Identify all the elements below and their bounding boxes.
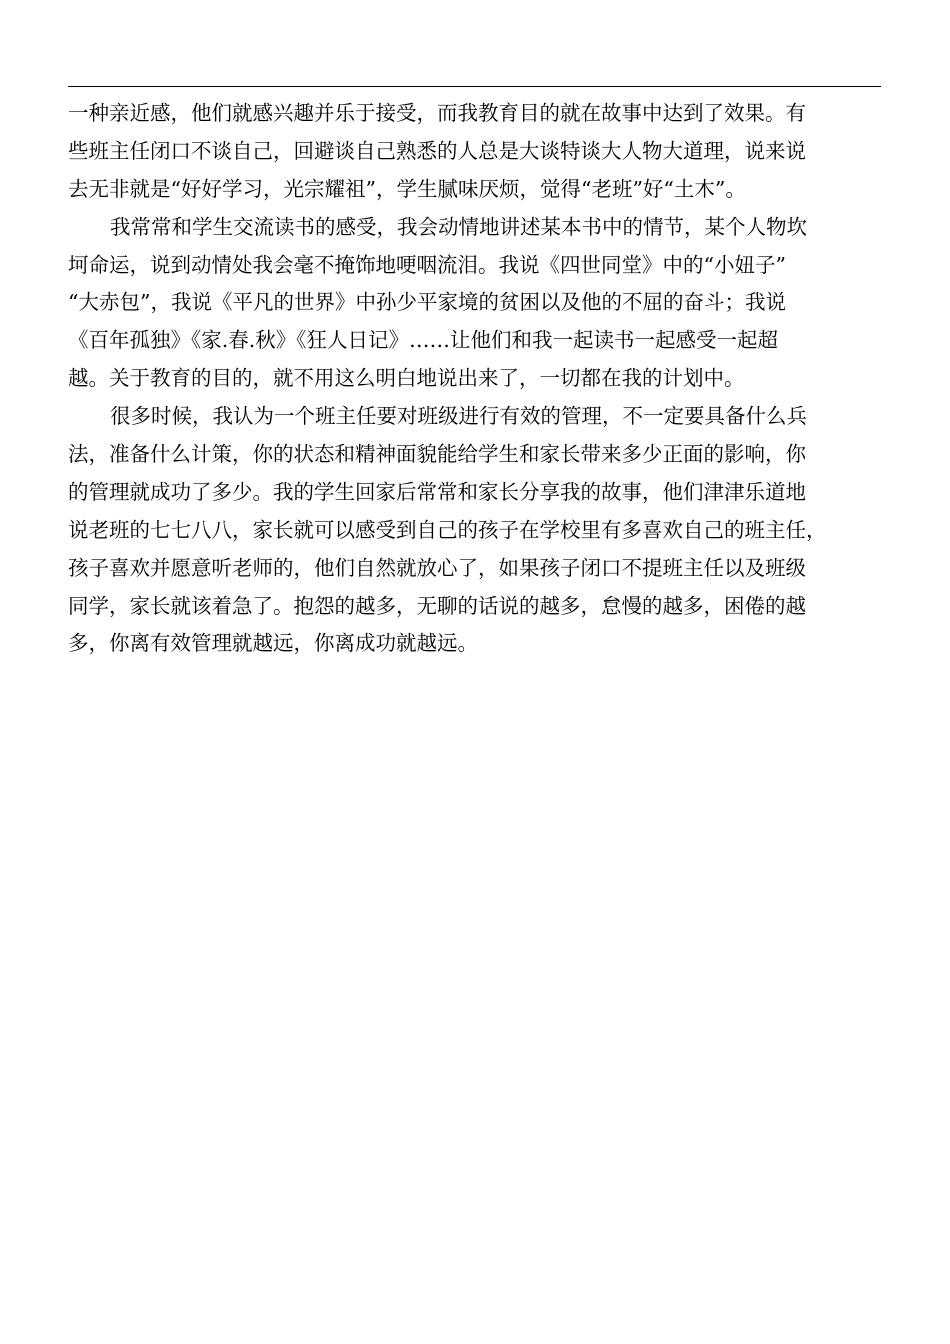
document-body: [68, 95, 898, 663]
text-line: 些班主任闭口不谈自己，回避谈自己熟悉的人总是大谈特谈大人物大道理，说来说: [68, 138, 806, 163]
text-line: 坷命运，说到动情处我会毫不掩饰地哽咽流泪。我说《四世同堂》中的“小妞子”: [68, 252, 786, 277]
text-line: 同学，家长就该着急了。抱怨的越多，无聊的话说的越多，怠慢的越多，困倦的越: [68, 593, 806, 618]
text-line: 多，你离有效管理就越远，你离成功就越远。: [68, 631, 478, 656]
text-line: 法，准备什么计策，你的状态和精神面貌能给学生和家长带来多少正面的影响，你: [68, 442, 806, 467]
text-line: 我常常和学生交流读书的感受，我会动情地讲述某本书中的情节，某个人物坎: [110, 214, 807, 239]
paragraph-2: [68, 209, 898, 398]
header-rule: [68, 86, 881, 87]
paragraph-1: [68, 95, 898, 209]
text-line: 《百年孤独》《家.春.秋》《狂人日记》……让他们和我一起读书一起感受一起超: [68, 328, 779, 353]
text-line: 说老班的七七八八，家长就可以感受到自己的孩子在学校里有多喜欢自己的班主任，: [68, 517, 827, 542]
paragraph-3: [68, 398, 898, 663]
text-line: 去无非就是“好好学习，光宗耀祖”，学生腻味厌烦，觉得“老班”好“土木”。: [68, 176, 746, 201]
text-line: 孩子喜欢并愿意听老师的，他们自然就放心了，如果孩子闭口不提班主任以及班级: [68, 555, 806, 580]
text-line: 的管理就成功了多少。我的学生回家后常常和家长分享我的故事，他们津津乐道地: [68, 479, 806, 504]
text-line: 很多时候，我认为一个班主任要对班级进行有效的管理，不一定要具备什么兵: [110, 404, 807, 429]
text-line: 一种亲近感，他们就感兴趣并乐于接受，而我教育目的就在故事中达到了效果。有: [68, 101, 806, 125]
text-line: “大赤包”，我说《平凡的世界》中孙少平家境的贫困以及他的不屈的奋斗；我说: [68, 290, 786, 315]
text-line: 越。关于教育的目的，就不用这么明白地说出来了，一切都在我的计划中。: [68, 366, 745, 391]
